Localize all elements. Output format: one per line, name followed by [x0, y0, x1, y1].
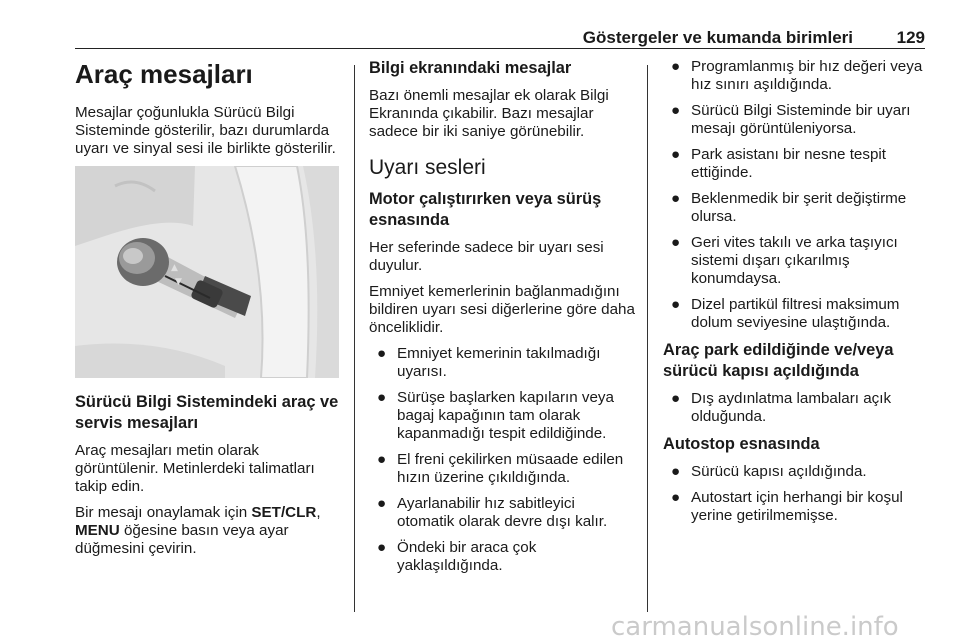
section-heading: Sürücü Bilgi Sistemindeki araç ve servis mesajları	[75, 393, 339, 432]
turn-signal-stalk-image	[75, 166, 339, 378]
bullet-icon: ●	[377, 495, 387, 512]
paragraph-text: öğesine basın veya ayar düğmesini çevirin.	[75, 522, 289, 557]
paragraph: Araç mesajları metin olarak görüntülenir. Metinlerdeki talimatları takip edin.	[75, 442, 315, 495]
page-number: 129	[896, 28, 925, 47]
list-item: ● Geri vites takılı ve arka taşıyıcı sistemi dışarı çıkarılmış konumdaysa.	[671, 234, 898, 287]
svg-text:▲: ▲	[171, 263, 178, 273]
header-title: Göstergeler ve kumanda birimleri	[582, 28, 853, 47]
list-item: ● Sürüşe başlarken kapıların veya bagaj kapağının tam olarak kapanmadığı tespit edildiğinde.	[377, 389, 614, 442]
stalk-illustration	[75, 166, 339, 378]
watermark	[605, 612, 945, 642]
list-item: ● El freni çekilirken müsaade edilen hızın üzerine çıkıldığında.	[377, 451, 624, 486]
bullet-icon: ●	[671, 102, 681, 119]
paragraph: Bazı önemli mesajlar ek olarak Bilgi Ekranında çıkabilir. Bazı mesajlar sadece bir iki saniye görünebilir.	[369, 87, 609, 140]
page-header	[75, 22, 925, 48]
intro-paragraph: Mesajlar çoğunlukla Sürücü Bilgi Sisteminde gösterilir, bazı durumlarda uyarı ve sinyal sesi ile birlikte gösterilir.	[75, 104, 336, 157]
sub-heading: Autostop esnasında	[663, 435, 820, 453]
list-item: ● Öndeki bir araca çok yaklaşıldığında.	[377, 539, 537, 574]
list-item: ● Sürücü Bilgi Sisteminde bir uyarı mesajı görüntüleniyorsa.	[671, 102, 911, 137]
bullet-list	[663, 390, 933, 426]
bullet-icon: ●	[671, 234, 681, 251]
list-item: ● Emniyet kemerinin takılmadığı uyarısı.	[377, 345, 601, 380]
bullet-icon: ●	[671, 146, 681, 163]
bullet-icon: ●	[671, 296, 681, 313]
bullet-list	[663, 463, 933, 525]
section-heading: Bilgi ekranındaki mesajlar	[369, 59, 572, 77]
bullet-icon: ●	[671, 190, 681, 207]
sub-heading: Motor çalıştırırken veya sürüş esnasında	[369, 190, 602, 229]
bullet-list	[369, 345, 635, 575]
paragraph: Emniyet kemerlerinin bağlanmadığını bildiren uyarı sesi diğerlerine göre daha önceliklidir.	[369, 283, 635, 336]
watermark-text: carmanualsonline.info	[611, 612, 899, 642]
list-item: ● Dış aydınlatma lambaları açık olduğunda.	[671, 390, 892, 425]
list-item: ● Autostart için herhangi bir koşul yerine getirilmemişse.	[671, 489, 903, 524]
paragraph	[75, 504, 345, 558]
paragraph-text: Bir mesajı onaylamak için	[75, 504, 252, 521]
column-2	[369, 58, 635, 583]
list-item: ● Beklenmedik bir şerit değiştirme olursa.	[671, 190, 907, 225]
bullet-icon: ●	[377, 389, 387, 406]
list-item: ● Programlanmış bir hız değeri veya hız sınırı aşıldığında.	[671, 58, 923, 93]
column-divider	[647, 65, 648, 612]
column-1	[75, 58, 345, 566]
column-divider	[354, 65, 355, 612]
bullet-icon: ●	[377, 345, 387, 362]
separator: ,	[316, 504, 321, 521]
menu-button-label: MENU	[75, 522, 120, 539]
column-3	[663, 58, 933, 533]
bullet-icon: ●	[377, 451, 387, 468]
list-item: ● Park asistanı bir nesne tespit ettiğinde.	[671, 146, 887, 181]
list-item: ● Ayarlanabilir hız sabitleyici otomatik olarak devre dışı kalır.	[377, 495, 608, 530]
bullet-icon: ●	[671, 463, 681, 480]
section-heading: Uyarı sesleri	[369, 156, 486, 179]
bullet-icon: ●	[671, 390, 681, 407]
header-rule	[75, 48, 925, 49]
list-item: ● Dizel partikül filtresi maksimum dolum seviyesine ulaştığında.	[671, 296, 900, 331]
list-item: ● Sürücü kapısı açıldığında.	[671, 463, 867, 480]
bullet-icon: ●	[671, 489, 681, 506]
page-heading: Araç mesajları	[75, 59, 253, 89]
sub-heading: Araç park edildiğinde ve/veya sürücü kapısı açıldığında	[663, 341, 894, 380]
bullet-icon: ●	[671, 58, 681, 75]
svg-text:▼: ▼	[175, 277, 182, 287]
paragraph: Her seferinde sadece bir uyarı sesi duyulur.	[369, 239, 604, 274]
set-clr-button-label: SET/CLR	[251, 504, 317, 521]
bullet-icon: ●	[377, 539, 387, 556]
bullet-list	[663, 58, 933, 332]
